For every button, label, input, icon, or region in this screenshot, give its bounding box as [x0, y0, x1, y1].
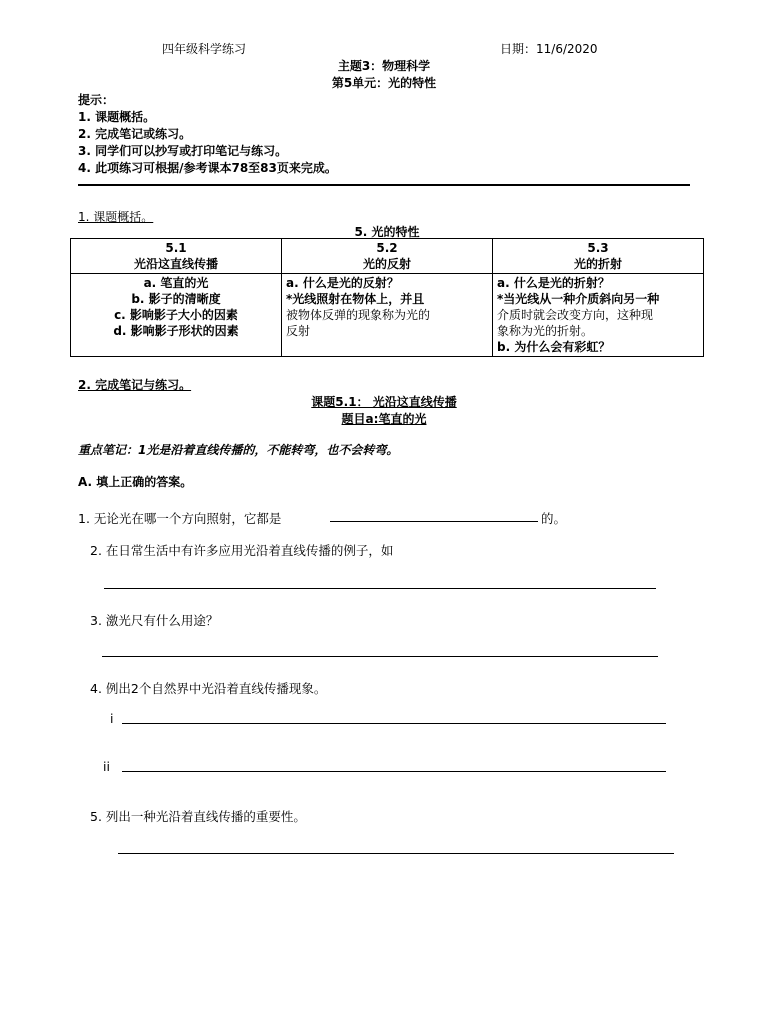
subtopic: a. 什么是光的反射？: [286, 276, 399, 290]
question-1-text: 1. 无论光在哪一个方向照射，它都是: [78, 511, 282, 526]
topic-title: 题目a:笔直的光: [341, 412, 427, 426]
answer-line[interactable]: [118, 853, 674, 854]
subtopic: d. 影响影子形状的因素: [113, 324, 239, 338]
question-5-text: 5. 列出一种光沿着直线传播的重要性。: [90, 809, 306, 824]
question-2-text: 2. 在日常生活中有许多应用光沿着直线传播的例子，如: [90, 543, 394, 558]
question-3-text: 3. 激光尺有什么用途？: [90, 613, 219, 628]
table-cell: [282, 274, 493, 357]
question-4-text: 4. 例出2个自然界中光沿着直线传播现象。: [90, 681, 327, 696]
table-body-row: [71, 274, 704, 357]
table-header-cell: [282, 239, 493, 274]
answer-line[interactable]: [104, 588, 656, 589]
answer-blank[interactable]: [330, 521, 538, 522]
section1-heading: 1. 课题概括。: [78, 210, 154, 224]
topics-table: [70, 238, 704, 357]
answer-line[interactable]: [102, 656, 658, 657]
section-divider: [78, 184, 690, 186]
table-cell: [71, 274, 282, 357]
table-header-row: [71, 239, 704, 274]
subtopic: c. 影响影子大小的因素: [114, 308, 238, 322]
tip-item: 2. 完成笔记或练习。: [78, 127, 192, 141]
note-line: *光线照射在物体上，并且: [286, 292, 425, 306]
unit-title: 第5单元：光的特性: [331, 76, 437, 90]
topic-number: 5.2: [376, 241, 398, 255]
section2-heading: 2. 完成笔记与练习。: [78, 378, 192, 392]
tips-label: 提示：: [78, 93, 115, 107]
note-line: 象称为光的折射。: [497, 324, 594, 338]
answer-index-i: i: [110, 711, 114, 726]
theme-title: 主题3：物理科学: [337, 59, 431, 73]
part-a-heading: A. 填上正确的答案。: [78, 475, 193, 489]
note-line: 反射: [286, 324, 311, 338]
note-line: 介质时就会改变方向，这种现: [497, 308, 654, 322]
answer-line[interactable]: [122, 771, 666, 772]
subtopic: a. 什么是光的折射？: [497, 276, 610, 290]
topic-name: 光的反射: [362, 257, 411, 271]
table-cell: [493, 274, 704, 357]
answer-line[interactable]: [122, 723, 666, 724]
topic-number: 5.3: [587, 241, 609, 255]
lesson-title: 课题5.1： 光沿这直线传播: [311, 395, 457, 409]
table-title: 5. 光的特性: [354, 225, 420, 239]
answer-index-ii: ii: [103, 759, 110, 774]
key-note: 重点笔记：1光是沿着直线传播的，不能转弯，也不会转弯。: [78, 443, 399, 457]
date-label: 日期：11/6/2020: [500, 42, 598, 56]
tip-item: 4. 此项练习可根据/参考课本78至83页来完成。: [78, 161, 337, 175]
topic-name: 光沿这直线传播: [133, 257, 218, 271]
subtopic: b. 影子的清晰度: [131, 292, 221, 306]
tip-item: 1. 课题概括。: [78, 110, 156, 124]
subtopic: a. 笔直的光: [143, 276, 209, 290]
note-line: *当光线从一种介质斜向另一种: [497, 292, 660, 306]
topic-number: 5.1: [165, 241, 187, 255]
subtopic: b. 为什么会有彩虹？: [497, 340, 611, 354]
tip-item: 3. 同学们可以抄写或打印笔记与练习。: [78, 144, 288, 158]
table-header-cell: [71, 239, 282, 274]
note-line: 被物体反弹的现象称为光的: [286, 308, 431, 322]
table-header-cell: [493, 239, 704, 274]
worksheet-class-label: 四年级科学练习: [162, 42, 247, 56]
topic-name: 光的折射: [573, 257, 622, 271]
question-1-suffix: 的。: [541, 511, 567, 526]
